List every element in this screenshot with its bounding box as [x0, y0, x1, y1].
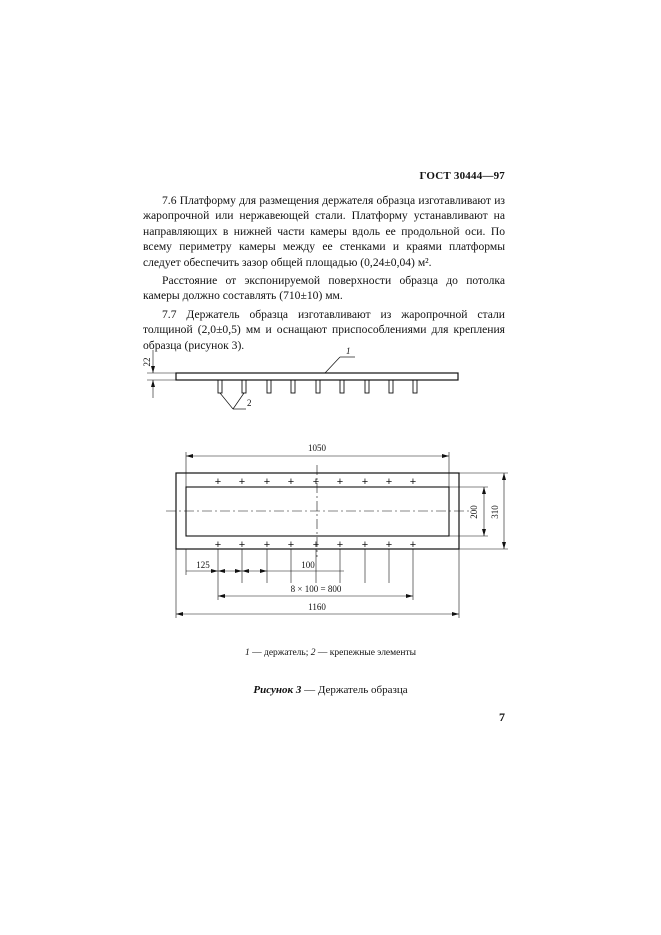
fasteners-side	[218, 380, 417, 393]
svg-text:+: +	[287, 539, 295, 551]
dim-100: 100	[301, 560, 315, 570]
svg-text:+: +	[385, 476, 393, 488]
dim-310: 310	[490, 505, 500, 519]
svg-text:+: +	[409, 539, 417, 551]
legend-text-1: — держатель;	[249, 648, 311, 658]
callout-1: 1	[346, 346, 351, 356]
svg-text:+: +	[336, 476, 344, 488]
legend-text-2: — крепежные элементы	[315, 648, 416, 658]
dim-800: 8 × 100 = 800	[290, 584, 342, 594]
paragraph-7-6: 7.6 Платформу для размещения держателя образца изготавливают из жаропрочной или нержавеющей стали. Платформу устанавливают на направляющих в нижней части камеры вдоль ее продольной оси. По всему периметру камеры между ее стенками и краями платформы следует обеспечить зазор общей площадью (0,24±0,04) м².	[143, 194, 505, 269]
svg-text:+: +	[214, 476, 222, 488]
svg-text:+: +	[263, 539, 271, 551]
svg-text:+: +	[287, 476, 295, 488]
legend-num-1: 1	[244, 648, 250, 658]
paragraph-distance: Расстояние от экспонируемой поверхности образца до потолка камеры должно составлять (710±10) мм.	[143, 274, 505, 303]
svg-text:+: +	[361, 476, 369, 488]
page-number: 7	[499, 710, 505, 724]
svg-text:+: +	[238, 476, 246, 488]
dim-200: 200	[469, 505, 479, 519]
dim-125: 125	[196, 560, 210, 570]
svg-text:+: +	[238, 539, 246, 551]
dim-1050: 1050	[308, 443, 326, 453]
dim-thickness: 22	[142, 357, 152, 367]
figure-legend	[0, 648, 661, 658]
svg-text:+: +	[385, 539, 393, 551]
figure-caption-prefix: Рисунок 3	[253, 684, 302, 696]
dim-1160: 1160	[308, 602, 326, 612]
svg-text:+: +	[361, 539, 369, 551]
holder-plate-side	[176, 373, 458, 380]
fastener-marks	[215, 476, 416, 551]
svg-text:+: +	[336, 539, 344, 551]
document-code: ГОСТ 30444—97	[419, 170, 505, 182]
svg-text:+: +	[312, 476, 320, 488]
paragraph-7-7: 7.7 Держатель образца изготавливают из жаропрочной стали толщиной (2,0±0,5) мм и оснащают приспособлениями для крепления образца (рисунок 3).	[143, 307, 505, 352]
svg-text:+: +	[263, 476, 271, 488]
callout-2: 2	[247, 398, 252, 408]
svg-text:+: +	[312, 539, 320, 551]
specimen-area	[186, 487, 449, 536]
legend-num-2: 2	[310, 648, 316, 658]
figure-caption	[0, 684, 661, 696]
svg-text:+: +	[214, 539, 222, 551]
figure-caption-text: — Держатель образца	[301, 684, 408, 696]
svg-text:+: +	[409, 476, 417, 488]
